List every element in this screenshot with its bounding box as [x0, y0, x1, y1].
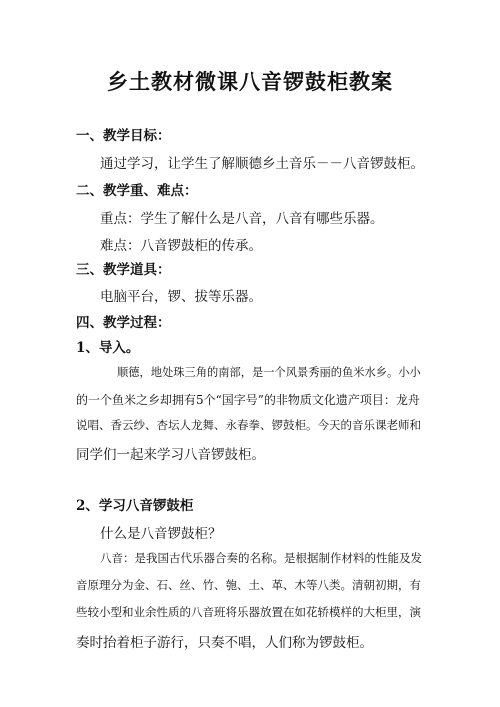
section-heading-objectives: 一、教学目标： [76, 128, 171, 144]
bayin-paragraph-line: 些较小型和业余性质的八音班将乐器放置在如花轿模样的大柜里，演 [76, 605, 421, 619]
props-text: 电脑平台，锣、拔等乐器。 [100, 289, 262, 305]
section-heading-props: 三、教学道具： [76, 262, 171, 278]
intro-paragraph-line: 的一个鱼米之乡却拥有5个“国字号”的非物质文化遗产项目：龙舟 [76, 393, 420, 407]
section-heading-process: 四、教学过程： [76, 315, 171, 331]
bayin-paragraph-line: 八音：是我国古代乐器合奏的名称。是根据制作材料的性能及发 [100, 551, 422, 565]
step2-question: 什么是八音锣鼓柜？ [100, 526, 222, 542]
step2-heading: 2、学习八音锣鼓柜 [76, 498, 194, 514]
difficult-point-text: 难点：八音锣鼓柜的传承。 [100, 238, 262, 254]
intro-paragraph-line: 顺德，地处珠三角的南部，是一个风景秀丽的鱼米水乡。小小 [117, 366, 421, 379]
key-point-text: 重点：学生了解什么是八音，八音有哪些乐器。 [100, 211, 384, 227]
bayin-paragraph-line: 奏时抬着柜子游行，只奏不唱，人们称为锣鼓柜。 [76, 635, 373, 651]
intro-paragraph-line: 同学们一起来学习八音锣鼓柜。 [76, 447, 265, 463]
intro-paragraph-line: 说唱、香云纱、杏坛人龙舞、永春拳、锣鼓柜。今天的音乐课老师和 [76, 418, 421, 432]
objectives-text: 通过学习，让学生了解顺德乡土音乐－－八音锣鼓柜。 [100, 156, 424, 172]
step1-heading: 1、导入。 [76, 340, 140, 356]
bayin-paragraph-line: 音原理分为金、石、丝、竹、匏、土、革、木等八类。清朝初期，有 [76, 578, 421, 592]
document-title: 乡土教材微课八音锣鼓柜教案 [107, 69, 393, 94]
section-heading-key-points: 二、教学重、难点： [76, 183, 198, 199]
